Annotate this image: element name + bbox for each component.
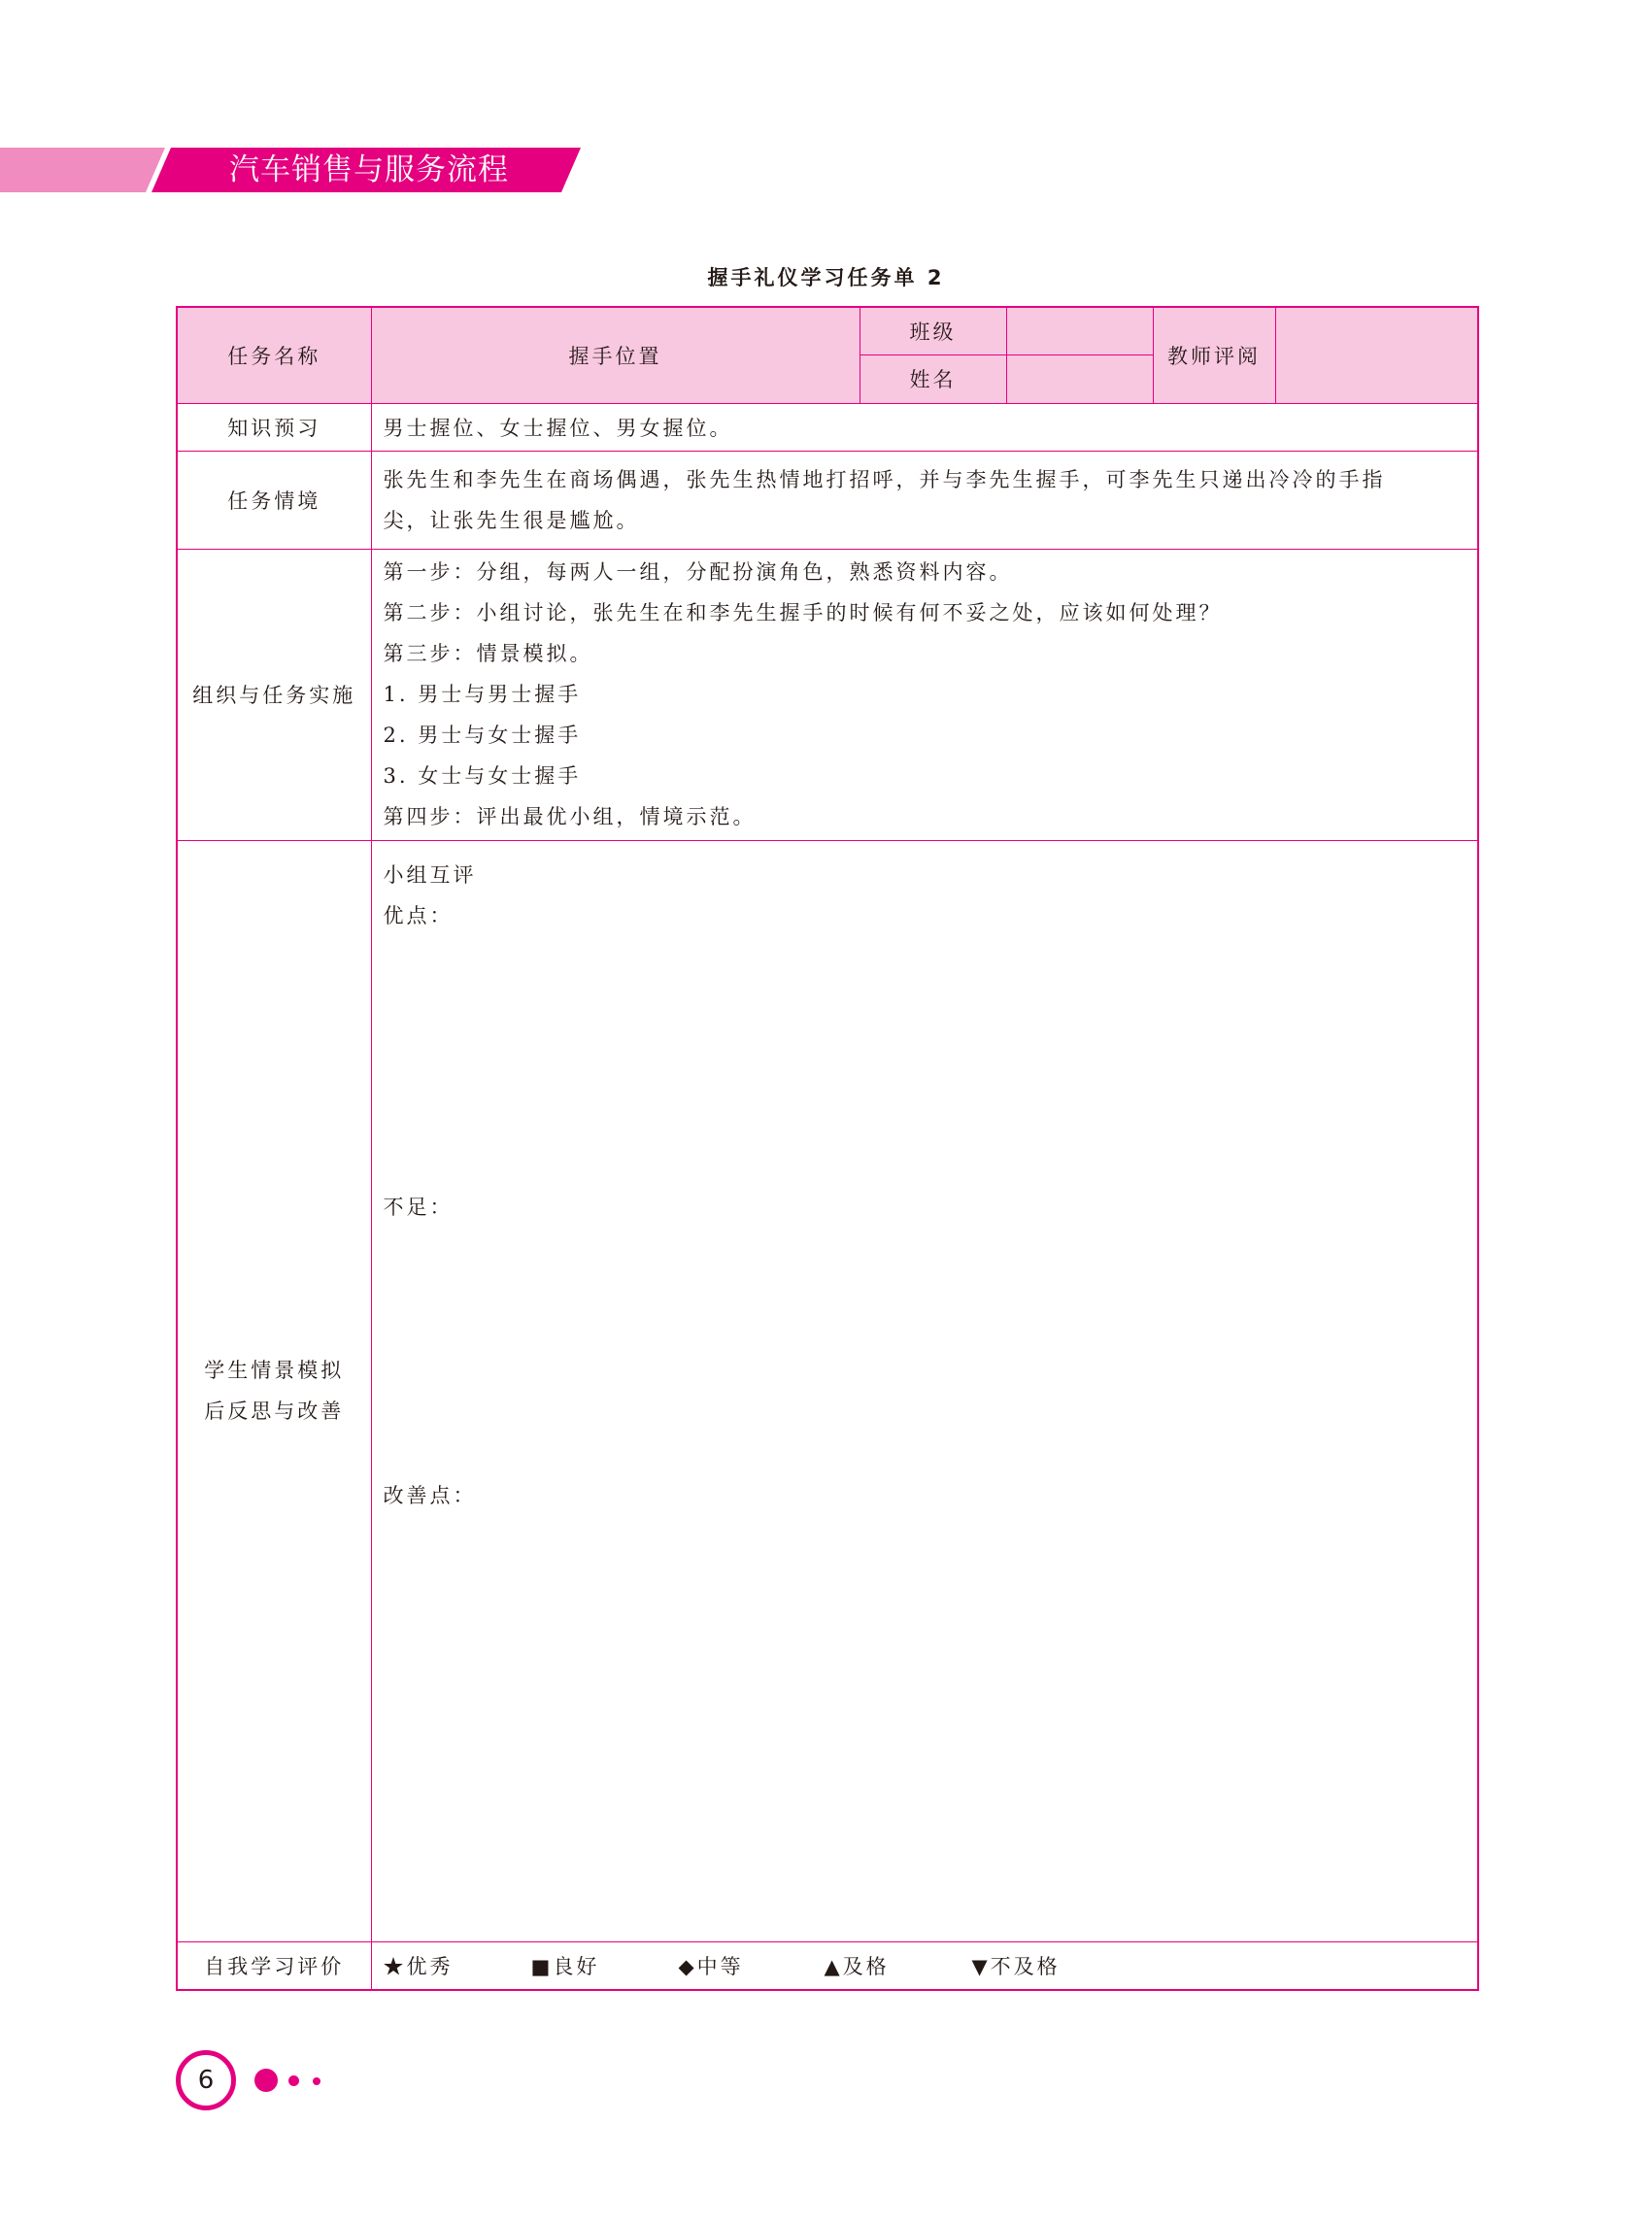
- implementation-step: 1. 男士与男士握手: [383, 683, 582, 706]
- reflection-label-line: 后反思与改善: [204, 1399, 345, 1423]
- self-eval-label: 自我学习评价: [177, 1941, 371, 1990]
- footer-dot-large: [254, 2069, 278, 2092]
- reflection-row: [177, 840, 1478, 1941]
- eval-option-good[interactable]: ■良好: [530, 1954, 600, 1978]
- implementation-step: 第四步：评出最优小组，情境示范。: [383, 805, 757, 828]
- weaknesses-label: 不足：: [383, 1195, 454, 1219]
- reflection-label: [177, 840, 371, 1941]
- eval-option-pass[interactable]: ▲及格: [824, 1954, 890, 1978]
- header-row: [177, 307, 1478, 354]
- implementation-step: 第二步：小组讨论，张先生在和李先生握手的时候有何不妥之处，应该如何处理？: [383, 601, 1223, 624]
- page-number: 6: [176, 2050, 236, 2110]
- implementation-step: 第一步：分组，每两人一组，分配扮演角色，熟悉资料内容。: [383, 560, 1013, 584]
- strengths-label: 优点：: [383, 903, 454, 927]
- document-title: 握手礼仪学习任务单 2: [707, 266, 945, 289]
- reflection-content[interactable]: [371, 840, 1478, 1941]
- situation-line: 尖，让张先生很是尴尬。: [383, 508, 640, 532]
- implementation-label: 组织与任务实施: [177, 549, 371, 840]
- teacher-review-label: 教师评阅: [1153, 307, 1275, 403]
- improvements-label: 改善点：: [383, 1483, 477, 1507]
- implementation-row: [177, 549, 1478, 840]
- situation-line: 张先生和李先生在商场偶遇，张先生热情地打招呼，并与李先生握手，可李先生只递出冷冷的手指: [383, 467, 1386, 491]
- implementation-step: 第三步：情景模拟。: [383, 642, 593, 665]
- task-name-value: 握手位置: [371, 307, 860, 403]
- situation-row: [177, 451, 1478, 549]
- class-label: 班级: [860, 307, 1006, 354]
- eval-option-excellent[interactable]: ★优秀: [383, 1954, 454, 1978]
- knowledge-row: [177, 403, 1478, 451]
- implementation-steps: [371, 549, 1478, 840]
- task-sheet-table: [176, 306, 1479, 1991]
- situation-text: [371, 451, 1478, 549]
- footer-dot-medium: [288, 2075, 299, 2086]
- name-value-cell[interactable]: [1006, 354, 1153, 403]
- reflection-label-line: 学生情景模拟: [204, 1359, 345, 1382]
- knowledge-text: 男士握位、女士握位、男女握位。: [371, 403, 1478, 451]
- eval-option-average[interactable]: ◆中等: [678, 1954, 744, 1978]
- class-value-cell[interactable]: [1006, 307, 1153, 354]
- implementation-step: 3. 女士与女士握手: [383, 764, 582, 788]
- footer-dot-small: [313, 2077, 320, 2085]
- self-eval-options: [371, 1941, 1478, 1990]
- task-name-label: 任务名称: [177, 307, 371, 403]
- peer-review-heading: 小组互评: [383, 862, 477, 887]
- eval-option-fail[interactable]: ▼不及格: [971, 1954, 1061, 1978]
- teacher-review-cell[interactable]: [1275, 307, 1478, 403]
- implementation-step: 2. 男士与女士握手: [383, 724, 582, 747]
- knowledge-label: 知识预习: [177, 403, 371, 451]
- situation-label: 任务情境: [177, 451, 371, 549]
- self-eval-row: [177, 1941, 1478, 1990]
- header-title: 汽车销售与服务流程: [229, 152, 509, 187]
- name-label: 姓名: [860, 354, 1006, 403]
